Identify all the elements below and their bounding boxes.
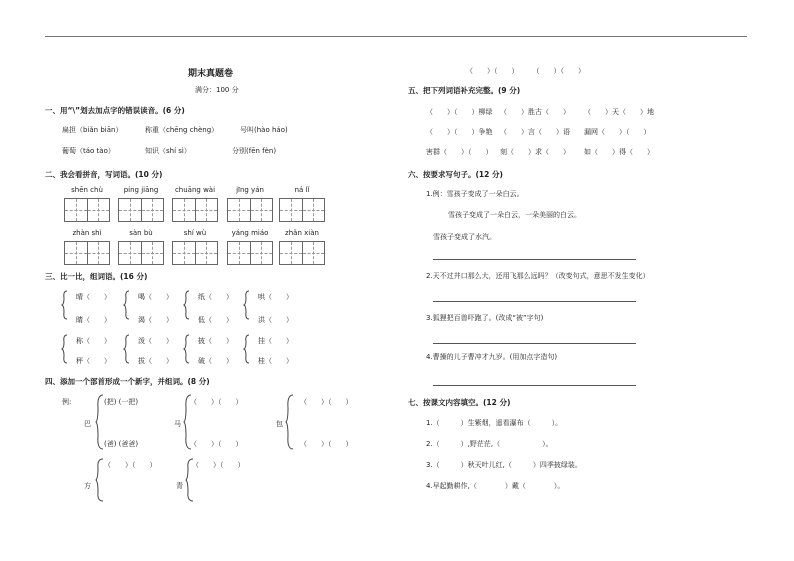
brace	[184, 334, 190, 364]
blank-pair[interactable]: （ ）（ ）	[300, 440, 353, 448]
compare-item[interactable]: 破（ ）	[198, 357, 233, 365]
compare-item[interactable]: 称（ ）	[76, 337, 111, 345]
compare-item[interactable]: 低（ ）	[198, 316, 233, 324]
brace	[286, 394, 294, 450]
page-title: 期末真题卷	[188, 69, 234, 79]
char-qing: 青	[176, 482, 183, 490]
pinyin-label: shí wù	[183, 229, 207, 237]
q2: 2.天不过井口那么大，还用飞那么远吗？（改变句式，意思不发生变化）	[426, 272, 650, 280]
brace	[62, 290, 68, 320]
compare-item[interactable]: 秤（ ）	[76, 357, 111, 365]
idiom-fill[interactable]: 如（ ）得（ ）	[584, 148, 654, 156]
compare-item[interactable]: 洪（ ）	[258, 316, 293, 324]
idiom-fill[interactable]: （ ）言（ ）语	[500, 128, 570, 136]
char-ma: 马	[174, 420, 181, 428]
writing-grid[interactable]	[279, 198, 325, 222]
brace	[124, 334, 130, 364]
blank-pair[interactable]: （ ）（ ）	[190, 398, 243, 406]
writing-grid[interactable]	[172, 198, 218, 222]
q1-example-answer: 雪孩子变成了一朵白云，一朵美丽的白云。	[448, 211, 581, 219]
top-rule	[45, 36, 747, 37]
s1-item: 称重（chēng chèng）	[145, 126, 219, 134]
pinyin-label: ná lǐ	[294, 186, 310, 194]
q4: 4.曹操的儿子曹冲才九岁。(用加点字造句)	[426, 353, 558, 361]
writing-grid[interactable]	[118, 198, 164, 222]
compare-item[interactable]: 挂（ ）	[258, 337, 293, 345]
compare-item[interactable]: 纸（ ）	[198, 293, 233, 301]
idiom-fill[interactable]: （ ）（ ）柳绿	[426, 108, 493, 116]
answer-line[interactable]	[433, 385, 636, 386]
q1-task: 雪孩子变成了水汽。	[433, 233, 496, 241]
s7-line[interactable]: 1.（ ）生紫烟，遥看瀑布（ ）。	[426, 419, 563, 427]
section-1-heading: 一、用“\”划去加点字的错误读音。(6 分)	[45, 106, 185, 115]
s5-top-blank[interactable]: （ ）（ ） （ ）（ ）	[466, 67, 585, 75]
pinyin-label: yáng miáo	[231, 229, 269, 237]
compare-item[interactable]: 披（ ）	[198, 337, 233, 345]
brace	[96, 394, 104, 450]
section-7-heading: 七、按课文内容填空。(12 分)	[408, 398, 511, 407]
section-4-heading: 四、添加一个部首形成一个新字，并组词。(8 分)	[45, 377, 210, 386]
pinyin-label: shēn chù	[71, 186, 103, 194]
section-5-heading: 五、把下列词语补充完整。(9 分)	[408, 86, 521, 95]
s1-item: 扁担（biǎn biān）	[62, 126, 123, 134]
compare-item[interactable]: 睛（ ）	[76, 316, 111, 324]
idiom-fill[interactable]: （ ）天（ ）地	[584, 108, 654, 116]
blank-pair[interactable]: （ ）（ ）	[300, 398, 353, 406]
pinyin-label: sàn bù	[129, 229, 153, 237]
blank-pair[interactable]: （ ）（ ）	[192, 461, 245, 469]
idiom-fill[interactable]: （ ）（ ）争艳	[426, 128, 493, 136]
s1-item: 号叫(hào háo)	[240, 126, 288, 134]
compare-item[interactable]: 喝（ ）	[138, 293, 173, 301]
brace	[96, 458, 104, 502]
q3: 3.狐狸把百兽吓跑了。(改成“被”字句)	[426, 314, 544, 322]
pinyin-label: píng jiāng	[123, 186, 159, 194]
pinyin-label: zhàn shì	[72, 229, 102, 237]
s7-line[interactable]: 3.（ ）秋天叶儿红,（ ）四季披绿装。	[426, 461, 582, 469]
section-6-heading: 六、按要求写句子。(12 分)	[408, 170, 503, 179]
writing-grid[interactable]	[227, 241, 273, 265]
compare-item[interactable]: 晴（ ）	[76, 293, 111, 301]
brace	[184, 290, 190, 320]
compare-item[interactable]: 渴（ ）	[138, 316, 173, 324]
idiom-fill[interactable]: 害群（ ）（ ）	[426, 148, 493, 156]
writing-grid[interactable]	[64, 241, 110, 265]
writing-grid[interactable]	[172, 241, 218, 265]
section-2-heading: 二、我会看拼音，写词语。(10 分)	[45, 170, 163, 179]
idiom-fill[interactable]: （ ）胜古（ ）	[500, 108, 570, 116]
writing-grid[interactable]	[64, 198, 110, 222]
example-top: (把) (一把)	[104, 398, 139, 406]
compare-item[interactable]: 哄（ ）	[258, 293, 293, 301]
s7-line[interactable]: 2.（ ）,野茫茫,（ ）。	[426, 440, 553, 448]
section-3-heading: 三、比一比，组词语。(16 分)	[45, 272, 148, 281]
blank-pair[interactable]: （ ）（ ）	[190, 440, 243, 448]
blank-pair[interactable]: （ ）（ ）	[104, 461, 157, 469]
s7-line[interactable]: 4.早起勤耕作,（ ）戴（ ）。	[426, 482, 565, 490]
writing-grid[interactable]	[279, 241, 325, 265]
pinyin-label: zhǎn xiàn	[285, 229, 319, 237]
writing-grid[interactable]	[118, 241, 164, 265]
brace	[124, 290, 130, 320]
answer-line[interactable]	[433, 259, 636, 260]
s1-item: 分别(fēn fèn)	[232, 147, 277, 155]
idiom-fill[interactable]: 刻（ ）求（ ）	[500, 148, 570, 156]
pinyin-label: chuāng wài	[174, 186, 216, 194]
brace	[62, 334, 68, 364]
compare-item[interactable]: 拔（ ）	[138, 357, 173, 365]
compare-item[interactable]: 泼（ ）	[138, 337, 173, 345]
q1-example: 1.例：雪孩子变成了一朵白云。	[426, 190, 524, 198]
example-bottom: (爸) (爸爸)	[104, 440, 139, 448]
brace	[244, 334, 250, 364]
s1-item: 葡萄（táo tào）	[62, 147, 115, 155]
writing-grid[interactable]	[227, 198, 273, 222]
answer-line[interactable]	[433, 343, 636, 344]
char-fang: 方	[84, 482, 91, 490]
idiom-fill[interactable]: 漏网（ ）（ ）	[584, 128, 651, 136]
char-bao: 包	[276, 420, 283, 428]
brace	[244, 290, 250, 320]
example-label: 例:	[62, 398, 72, 406]
compare-item[interactable]: 桂（ ）	[258, 357, 293, 365]
pinyin-label: jīng yán	[236, 186, 264, 194]
s1-item: 知识（shí sì）	[145, 147, 191, 155]
full-score: 满分：100 分	[195, 86, 239, 94]
answer-line[interactable]	[433, 301, 636, 302]
example-char: 巴	[84, 420, 91, 428]
